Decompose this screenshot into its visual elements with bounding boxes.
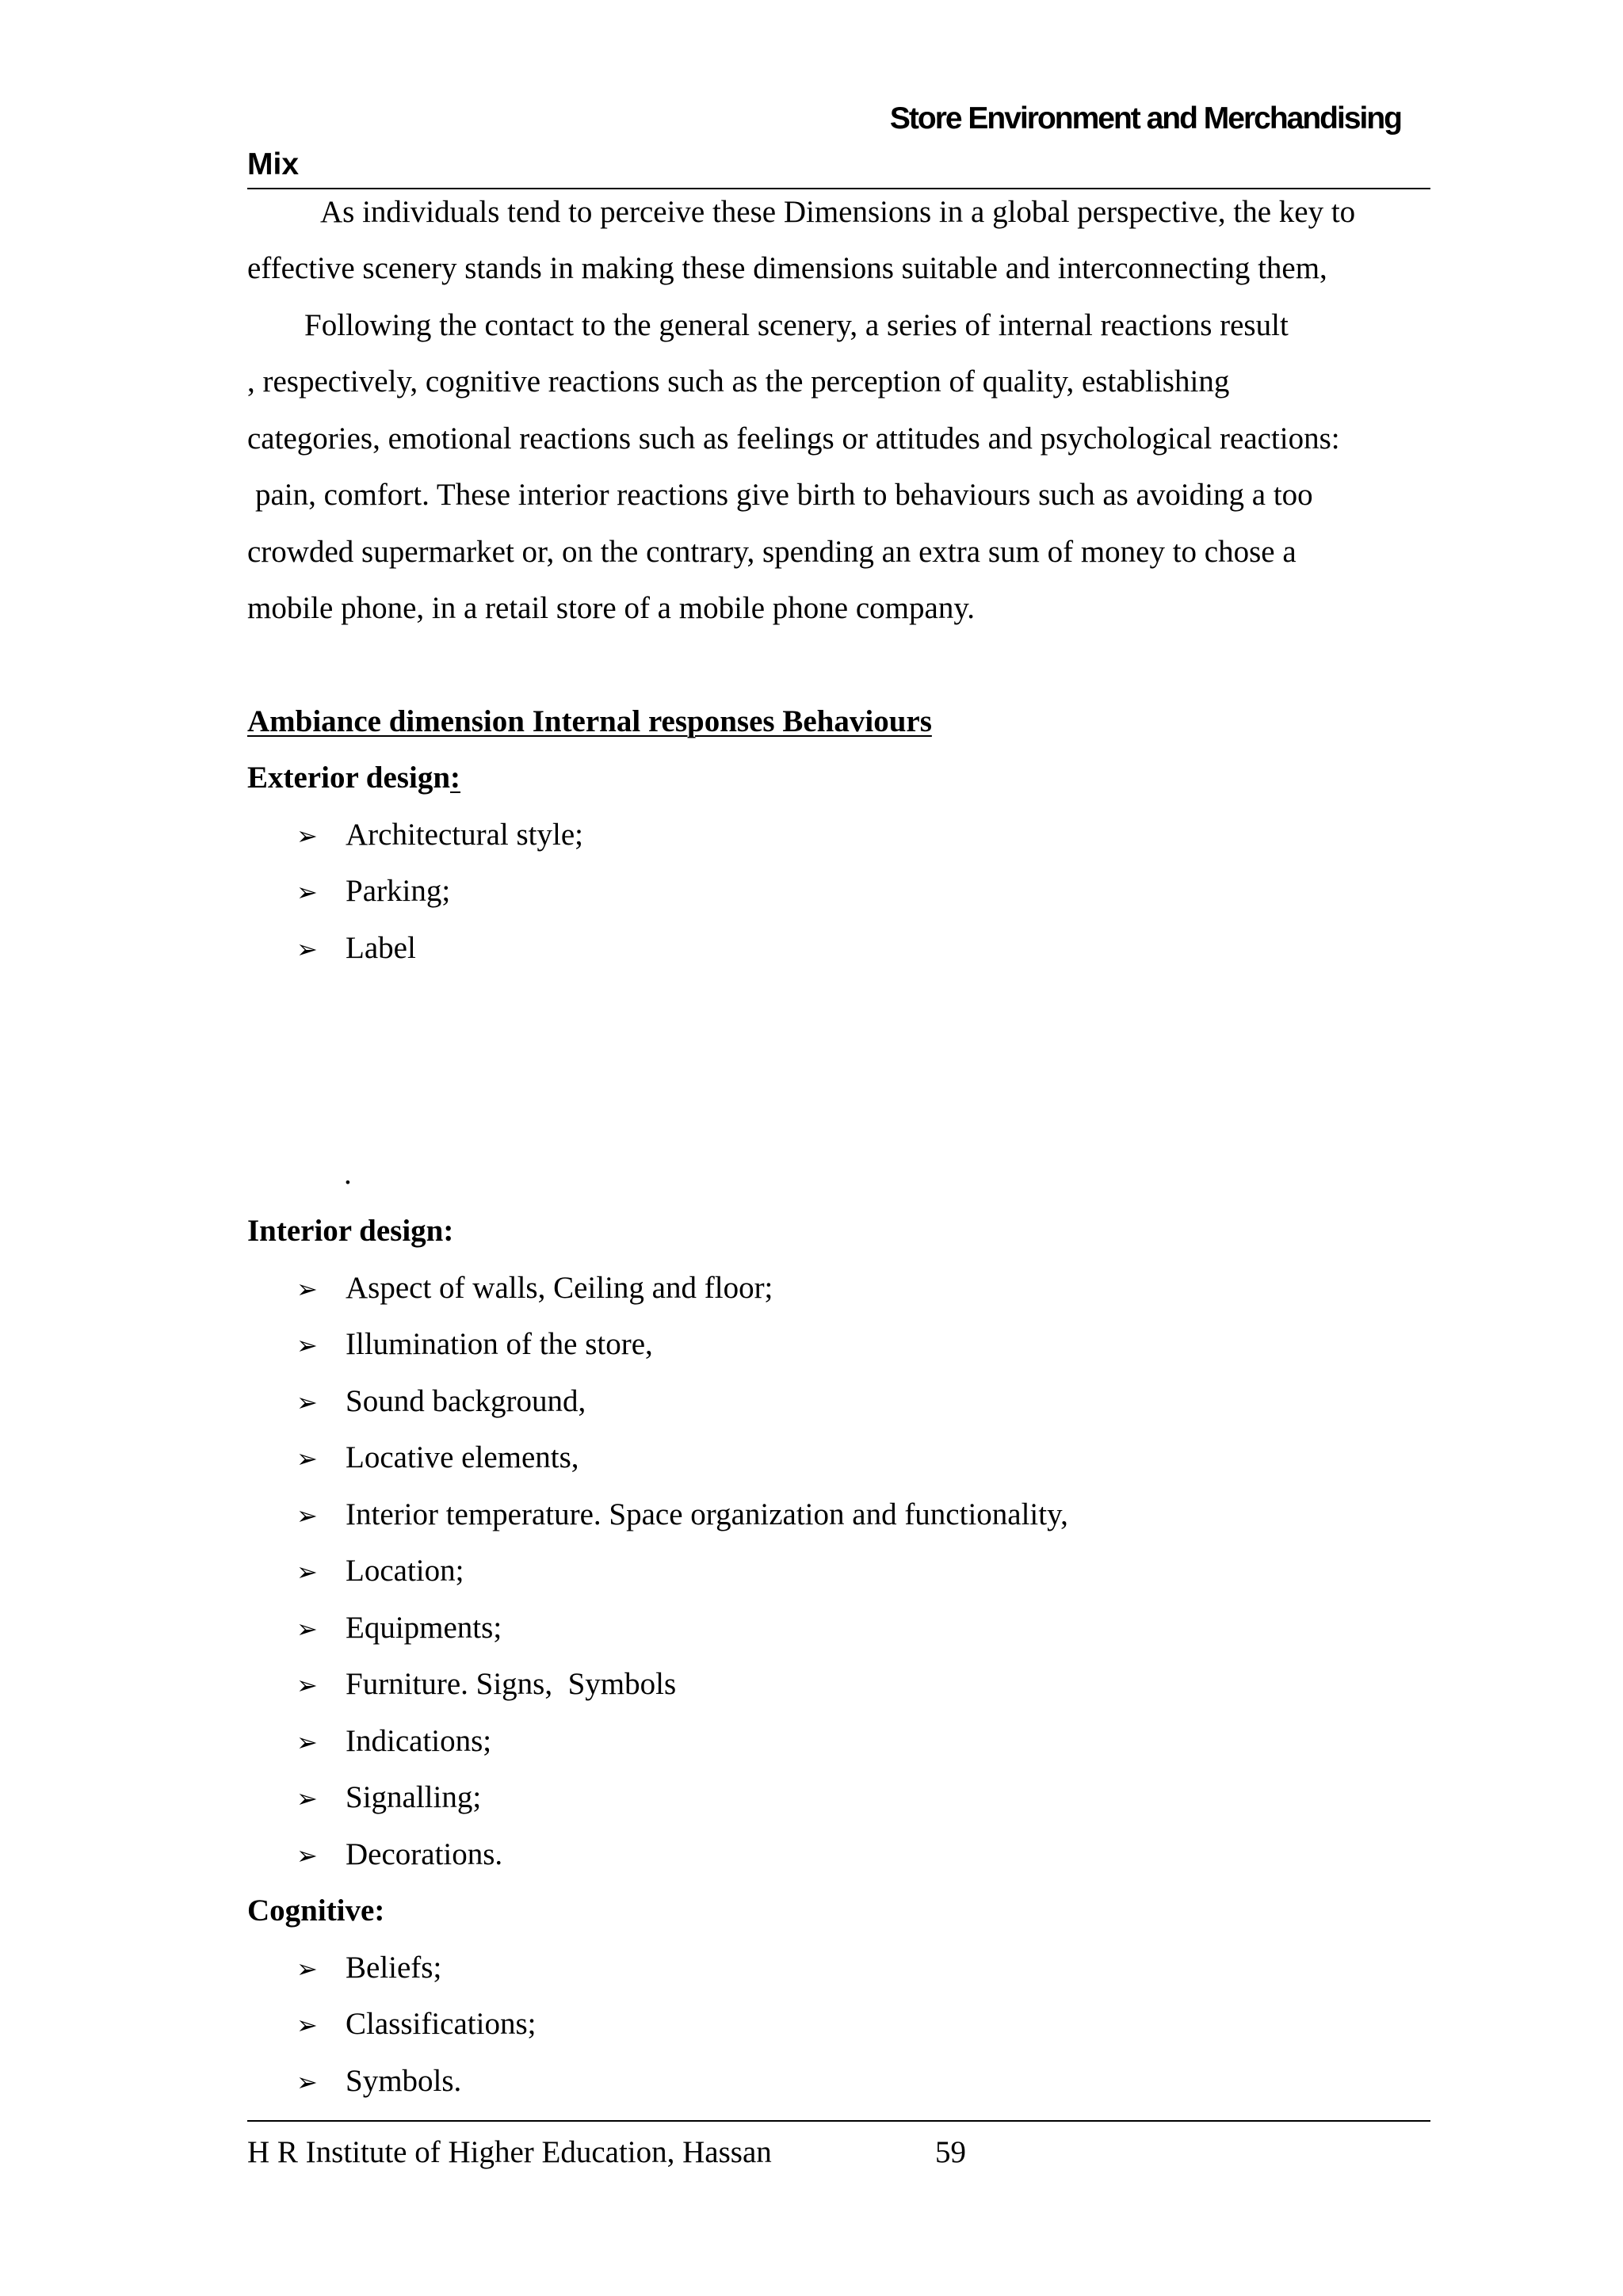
list-item: Aspect of walls, Ceiling and floor; (346, 1271, 773, 1305)
arrow-bullet-icon: ➢ (296, 1954, 318, 1984)
running-header-title: Store Environment and Merchandising (889, 101, 1401, 135)
arrow-bullet-icon: ➢ (296, 1670, 318, 1700)
list-item: Illumination of the store, (346, 1327, 653, 1361)
section-table-heading: Ambiance dimension Internal responses Behaviours (247, 704, 932, 738)
arrow-bullet-icon: ➢ (296, 821, 318, 851)
arrow-bullet-icon: ➢ (296, 1444, 318, 1474)
paragraph-line: pain, comfort. These interior reactions give birth to behaviours such as avoiding a too (255, 478, 1313, 512)
page-number: 59 (935, 2135, 966, 2169)
footer-divider (247, 2120, 1430, 2122)
list-item: Equipments; (346, 1611, 502, 1645)
list-item: Parking; (346, 874, 451, 908)
list-item: Label (346, 931, 416, 965)
cognitive-heading: Cognitive: (247, 1894, 385, 1928)
list-item: Classifications; (346, 2007, 537, 2041)
paragraph-line: As individuals tend to perceive these Dimensions in a global perspective, the key to (320, 195, 1356, 229)
list-item: Indications; (346, 1724, 492, 1758)
stray-period: . (344, 1157, 352, 1191)
list-item: Beliefs; (346, 1951, 442, 1985)
arrow-bullet-icon: ➢ (296, 2067, 318, 2097)
arrow-bullet-icon: ➢ (296, 934, 318, 964)
arrow-bullet-icon: ➢ (296, 2010, 318, 2040)
list-item: Interior temperature. Space organization and functionality, (346, 1497, 1068, 1531)
arrow-bullet-icon: ➢ (296, 1274, 318, 1304)
arrow-bullet-icon: ➢ (296, 1614, 318, 1644)
paragraph-line: mobile phone, in a retail store of a mobile phone company. (247, 591, 976, 625)
list-item: Furniture. Signs, Symbols (346, 1667, 677, 1701)
exterior-design-colon: : (450, 761, 461, 795)
paragraph-line: Following the contact to the general scenery, a series of internal reactions result (304, 308, 1289, 342)
list-item: Symbols. (346, 2064, 462, 2098)
paragraph-line: categories, emotional reactions such as feelings or attitudes and psychological reactions: (247, 421, 1340, 456)
arrow-bullet-icon: ➢ (296, 877, 318, 907)
list-item: Sound background, (346, 1384, 586, 1418)
footer-institution: H R Institute of Higher Education, Hassan (247, 2135, 772, 2169)
arrow-bullet-icon: ➢ (296, 1557, 318, 1587)
arrow-bullet-icon: ➢ (296, 1387, 318, 1417)
arrow-bullet-icon: ➢ (296, 1727, 318, 1757)
arrow-bullet-icon: ➢ (296, 1330, 318, 1360)
running-header-title-continued: Mix (247, 147, 300, 181)
list-item: Locative elements, (346, 1440, 579, 1474)
header-divider (247, 188, 1430, 189)
list-item: Signalling; (346, 1780, 482, 1814)
arrow-bullet-icon: ➢ (296, 1501, 318, 1531)
arrow-bullet-icon: ➢ (296, 1840, 318, 1871)
arrow-bullet-icon: ➢ (296, 1783, 318, 1814)
list-item: Decorations. (346, 1837, 503, 1871)
exterior-design-label: Exterior design (247, 761, 451, 795)
exterior-design-heading (247, 762, 460, 793)
paragraph-line: effective scenery stands in making these dimensions suitable and interconnecting them, (247, 251, 1327, 285)
interior-design-heading: Interior design: (247, 1214, 454, 1248)
list-item: Location; (346, 1554, 464, 1588)
paragraph-line: crowded supermarket or, on the contrary, spending an extra sum of money to chose a (247, 535, 1296, 569)
paragraph-line: , respectively, cognitive reactions such as the perception of quality, establishing (247, 364, 1230, 399)
list-item: Architectural style; (346, 818, 583, 852)
